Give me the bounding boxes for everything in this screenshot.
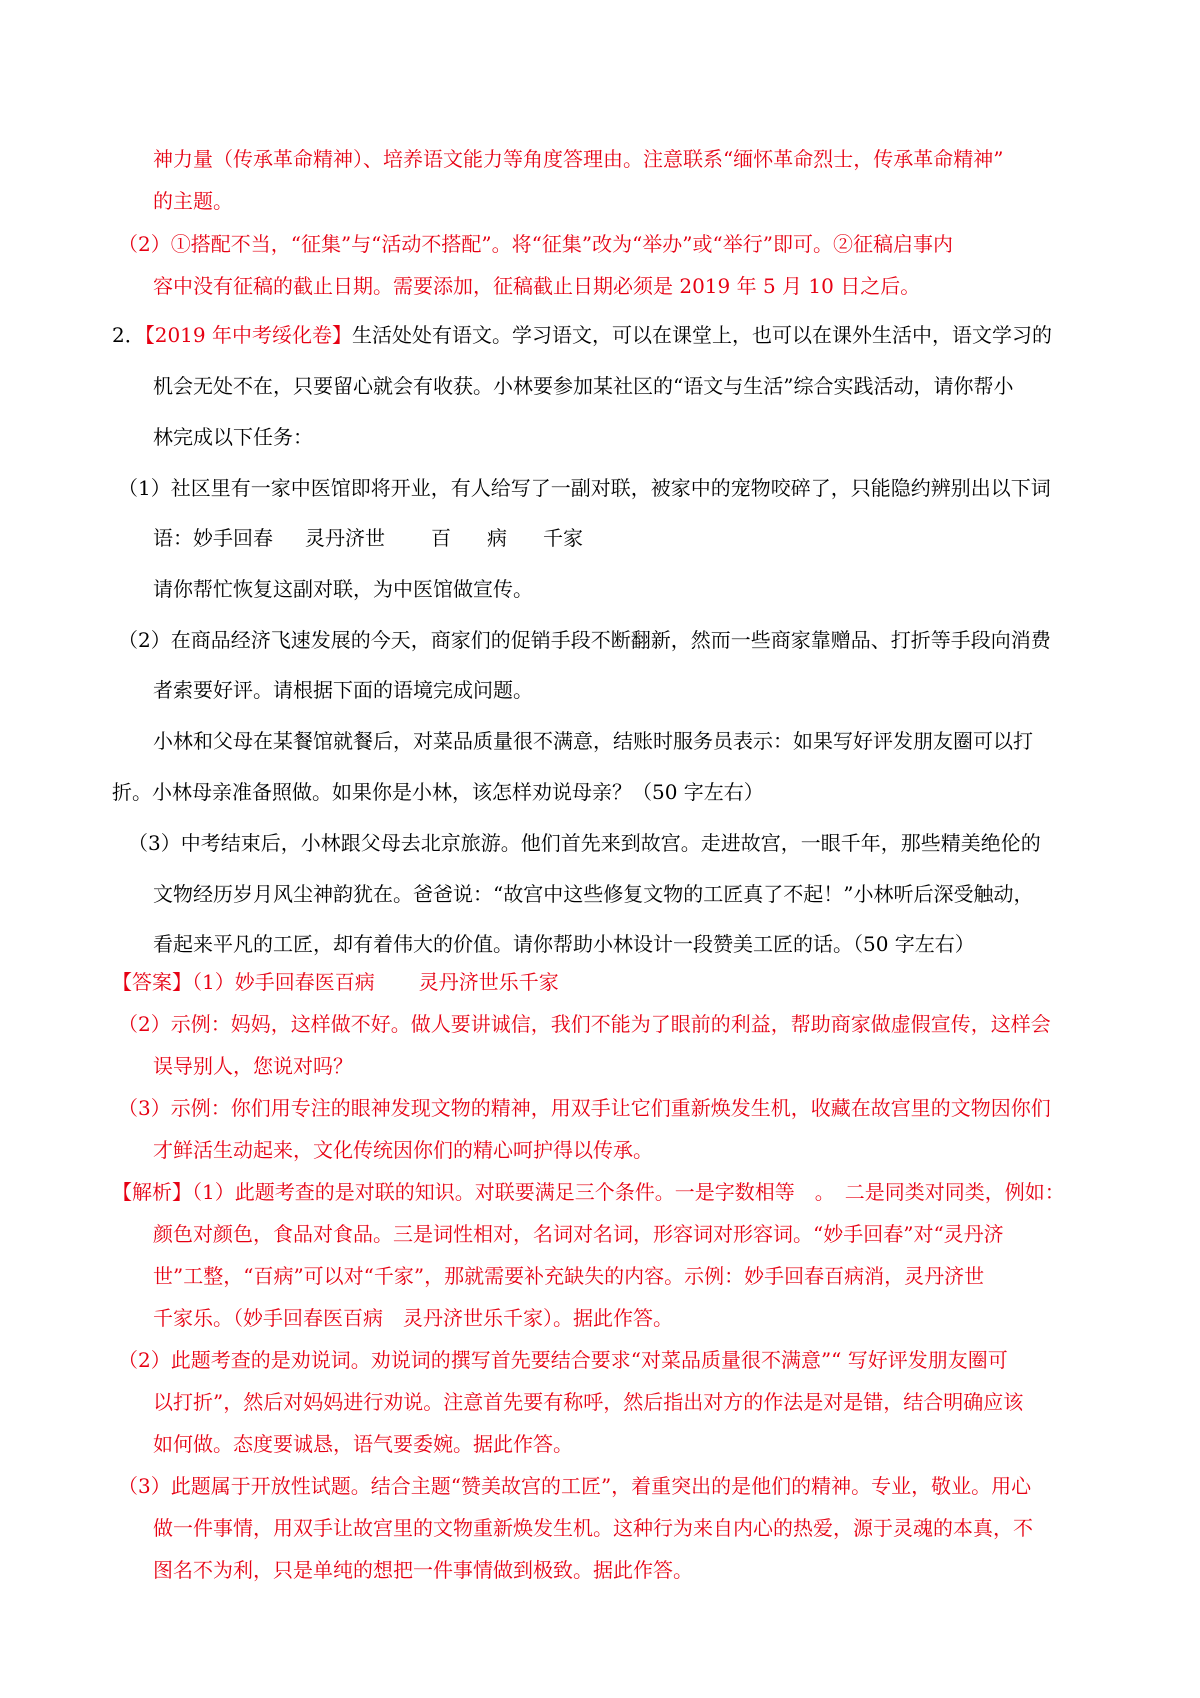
subquestion-2-line-2: 者索要好评。请根据下面的语境完成问题。 [153, 678, 533, 702]
subquestion-2-line-1: （2）在商品经济飞速发展的今天，商家们的促销手段不断翻新，然而一些商家靠赠品、打折等手段向消费 [118, 628, 1051, 652]
analysis-2-line-3: 如何做。态度要诚恳，语气要委婉。据此作答。 [153, 1432, 573, 1456]
question-intro-line-3: 林完成以下任务： [153, 425, 313, 449]
answer-label: 【答案】 [112, 970, 192, 994]
answer-2-line-1: （2）示例：妈妈，这样做不好。做人要讲诚信，我们不能为了眼前的利益，帮助商家做虚假宣传，这样会 [118, 1012, 1051, 1036]
subquestion-1-line-1: （1）社区里有一家中医馆即将开业，有人给写了一副对联，被家中的宠物咬碎了，只能隐约辨别出以下词 [118, 476, 1051, 500]
analysis-3-line-2: 做一件事情，用双手让故宫里的文物重新焕发生机。这种行为来自内心的热爱，源于灵魂的本真，不 [153, 1516, 1033, 1540]
word-3: 百 [431, 526, 451, 550]
question-intro-line-2: 机会无处不在，只要留心就会有收获。小林要参加某社区的“语文与生活”综合实践活动，请你帮小 [153, 374, 1014, 398]
analysis-1-line-2: 颜色对颜色，食品对食品。三是词性相对，名词对名词，形容词对形容词。“妙手回春”对“灵丹济 [153, 1222, 1004, 1246]
answer-2-line-2: 误导别人，您说对吗？ [153, 1054, 353, 1078]
subquestion-3-line-2: 文物经历岁月风尘神韵犹在。爸爸说：“故宫中这些修复文物的工匠真了不起！”小林听后深受触动， [153, 882, 1034, 906]
prev-answer-line-2: 的主题。 [153, 189, 233, 213]
subquestion-1-words [153, 525, 583, 551]
question-number: 2． [112, 323, 145, 347]
subquestion-3-line-1: （3）中考结束后，小林跟父母去北京旅游。他们首先来到故宫。走进故宫，一眼千年，那些精美绝伦的 [128, 831, 1041, 855]
analysis-1-line-3: 世”工整，“百病”可以对“千家”，那就需要补充缺失的内容。示例：妙手回春百病消，灵丹济世 [153, 1264, 985, 1288]
subquestion-2-line-4: 折。小林母亲准备照做。如果你是小林，该怎样劝说母亲？（50 字左右） [112, 780, 764, 804]
word-5: 千家 [543, 526, 583, 550]
subquestion-3-line-3: 看起来平凡的工匠，却有着伟大的价值。请你帮助小林设计一段赞美工匠的话。（50 字左右） [153, 932, 975, 956]
analysis-1-line-1: （1）此题考查的是对联的知识。对联要满足三个条件。一是字数相等 。 二是同类对同类，例如： [192, 1180, 1065, 1204]
question-intro-line-1: 生活处处有语文。学习语文，可以在课堂上，也可以在课外生活中，语文学习的 [352, 323, 1052, 347]
word-1: 语：妙手回春 [153, 526, 273, 550]
answer-3-line-2: 才鲜活生动起来，文化传统因你们的精心呵护得以传承。 [153, 1138, 653, 1162]
analysis-1-line-4: 千家乐。（妙手回春医百病 灵丹济世乐千家）。据此作答。 [153, 1306, 673, 1330]
analysis-line-1 [112, 1179, 1065, 1205]
question-source: 【2019 年中考绥化卷】 [144, 323, 352, 347]
analysis-label: 【解析】 [112, 1180, 192, 1204]
analysis-2-line-2: 以打折”，然后对妈妈进行劝说。注意首先要有称呼，然后指出对方的作法是对是错，结合明确应该 [153, 1390, 1024, 1414]
question-2-first-line [112, 322, 1052, 348]
analysis-3-line-1: （3）此题属于开放性试题。结合主题“赞美故宫的工匠”，着重突出的是他们的精神。专业，敬业。用心 [118, 1474, 1032, 1498]
subquestion-1-line-3: 请你帮忙恢复这副对联，为中医馆做宣传。 [153, 577, 533, 601]
analysis-2-line-1: （2）此题考查的是劝说词。劝说词的撰写首先要结合要求“对菜品质量很不满意”“ 写好评发朋友圈可 [118, 1348, 1008, 1372]
answer-line-1 [112, 969, 559, 995]
prev-answer-part2-line-2: 容中没有征稿的截止日期。需要添加，征稿截止日期必须是 2019 年 5 月 10 日之后。 [153, 274, 921, 298]
subquestion-2-line-3: 小林和父母在某餐馆就餐后，对菜品质量很不满意，结账时服务员表示：如果写好评发朋友圈可以打 [153, 729, 1033, 753]
word-4: 病 [487, 526, 507, 550]
word-2: 灵丹济世 [305, 526, 385, 550]
prev-answer-line-1: 神力量（传承革命精神）、培养语文能力等角度答理由。注意联系“缅怀革命烈士，传承革命精神” [153, 147, 1004, 171]
answer-1-couplet-lower: 灵丹济世乐千家 [418, 970, 559, 994]
answer-1-couplet-upper: （1）妙手回春医百病 [192, 970, 375, 994]
answer-3-line-1: （3）示例：你们用专注的眼神发现文物的精神，用双手让它们重新焕发生机，收藏在故宫里的文物因你们 [118, 1096, 1051, 1120]
prev-answer-part2-line-1: （2）①搭配不当，“征集”与“活动不搭配”。将“征集”改为“举办”或“举行”即可。②征稿启事内 [118, 232, 953, 256]
analysis-3-line-3: 图名不为利，只是单纯的想把一件事情做到极致。据此作答。 [153, 1558, 693, 1582]
